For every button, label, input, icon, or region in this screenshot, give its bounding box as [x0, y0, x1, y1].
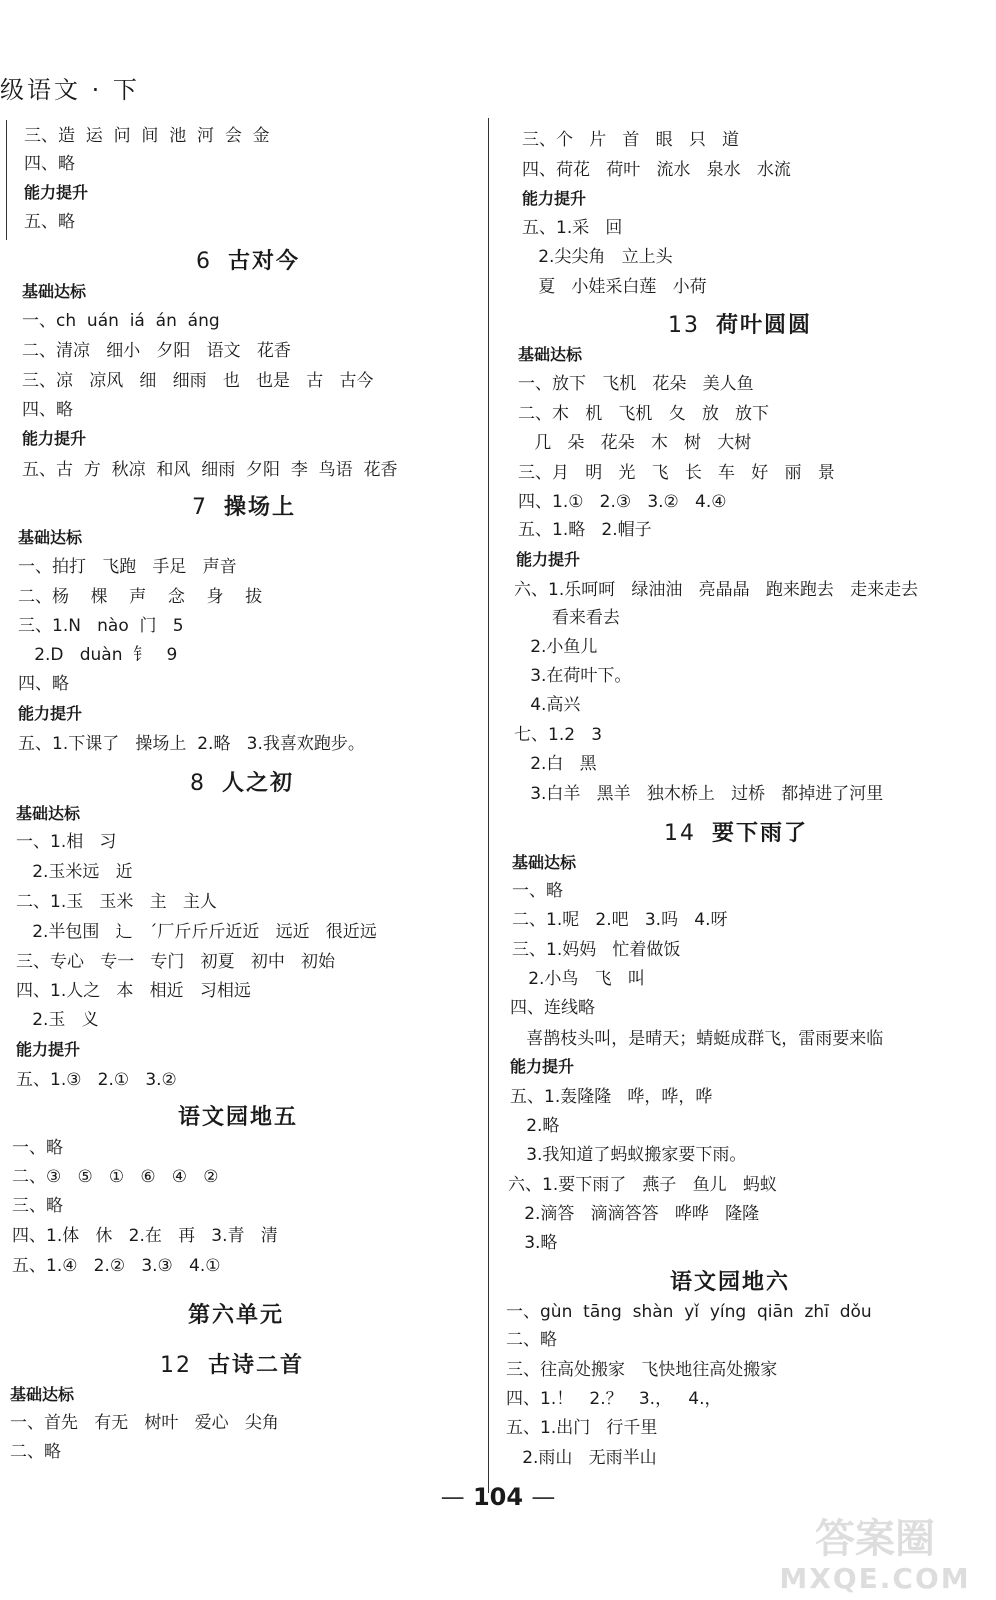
subsection-heading: 基础达标 [512, 853, 577, 872]
answer-line: 2.小鱼儿 [514, 637, 598, 657]
page-number: 104 [472, 1483, 524, 1511]
watermark-logo [770, 1508, 980, 1594]
answer-line: 五、古 方 秋凉 和风 细雨 夕阳 李 鸟语 花香 [22, 460, 398, 480]
answer-line: 一、拍打 飞跑 手足 声音 [18, 557, 237, 577]
answer-line: 看来看去 [514, 608, 620, 628]
answer-line: 五、略 [24, 212, 75, 232]
answer-line: 五、1.下课了 操场上 2.略 3.我喜欢跑步。 [18, 734, 365, 754]
answer-line: 2.玉 义 [16, 1010, 99, 1030]
answer-line: 二、略 [506, 1330, 557, 1350]
subsection-heading: 能力提升 [516, 550, 581, 569]
answer-line: 四、略 [22, 400, 73, 420]
subsection-heading: 能力提升 [510, 1057, 575, 1076]
section-title [188, 1298, 284, 1329]
section-number: 8 [190, 771, 206, 796]
answer-line: 五、1.轰隆隆 哗，哗，哗 [510, 1087, 713, 1107]
answer-line: 3.略 [508, 1233, 558, 1253]
section-title [190, 766, 294, 797]
subsection-heading: 能力提升 [24, 183, 89, 202]
section-title-text: 古诗二首 [208, 1353, 305, 1378]
section-number: 7 [192, 495, 208, 520]
answer-line: 一、ch uán iá án áng [22, 311, 220, 331]
answer-line: 二、略 [10, 1442, 61, 1462]
answer-line: 3.在荷叶下。 [514, 666, 632, 686]
subsection-heading: 能力提升 [22, 429, 87, 448]
answer-line: 五、1.出门 行千里 [506, 1418, 658, 1438]
subsection-heading: 基础达标 [16, 804, 81, 823]
answer-line: 几 朵 花朵 木 树 大树 [518, 433, 752, 453]
answer-line: 七、1.2 3 [514, 725, 603, 745]
answer-line: 三、凉 凉风 细 细雨 也 也是 古 古今 [22, 371, 374, 391]
answer-line: 六、1.乐呵呵 绿油油 亮晶晶 跑来跑去 走来走去 [514, 580, 919, 600]
section-title [192, 490, 296, 521]
answer-line: 二、杨 棵 声 念 身 拔 [18, 587, 263, 607]
answer-line: 三、造 运 问 间 池 河 会 金 [24, 126, 270, 146]
section-title [670, 1265, 790, 1296]
section-title-text: 操场上 [224, 495, 297, 520]
answer-line: 三、1.N nào 门 5 [18, 616, 184, 636]
column-divider [488, 118, 489, 1493]
answer-line: 五、1.略 2.帽子 [518, 520, 652, 540]
answer-line: 三、月 明 光 飞 长 车 好 丽 景 [518, 463, 835, 483]
answer-line: 一、放下 飞机 花朵 美人鱼 [518, 374, 754, 394]
section-title [664, 816, 808, 847]
answer-line: 2.白 黑 [514, 754, 597, 774]
section-title-text: 要下雨了 [712, 821, 809, 846]
subsection-heading: 基础达标 [18, 528, 83, 547]
answer-line: 2.玉米远 近 [16, 862, 133, 882]
answer-line: 三、略 [12, 1196, 63, 1216]
left-margin-rule [6, 120, 7, 240]
page-number-footer [0, 1483, 996, 1511]
section-title [196, 244, 300, 275]
answer-line: 五、1.④ 2.② 3.③ 4.① [12, 1256, 221, 1276]
watermark-top: 答案圈 [815, 1516, 935, 1562]
section-title [668, 308, 812, 339]
section-title-text: 语文园地五 [178, 1105, 299, 1130]
answer-line: 2.雨山 无雨半山 [506, 1448, 657, 1468]
page-number-dash-right: — [531, 1483, 556, 1511]
answer-line: 六、1.要下雨了 燕子 鱼儿 蚂蚁 [508, 1175, 777, 1195]
section-title-text: 人之初 [222, 771, 295, 796]
answer-line: 一、略 [12, 1138, 63, 1158]
answer-line: 四、1.体 休 2.在 再 3.青 清 [12, 1226, 278, 1246]
section-number: 12 [160, 1353, 192, 1378]
answer-line: 2.尖尖角 立上头 [522, 247, 673, 267]
subsection-heading: 基础达标 [10, 1385, 75, 1404]
answer-line: 一、略 [512, 881, 563, 901]
answer-line: 2.半包围 辶 ˊ厂斤斤斤近近 远近 很近远 [16, 922, 377, 942]
answer-line: 一、首先 有无 树叶 爱心 尖角 [10, 1413, 279, 1433]
answer-line: 二、1.呢 2.吧 3.吗 4.呀 [512, 910, 728, 930]
subsection-heading: 能力提升 [16, 1040, 81, 1059]
answer-line: 2.略 [510, 1116, 560, 1136]
answer-line: 四、1.① 2.③ 3.② 4.④ [518, 492, 727, 512]
answer-line: 喜鹊枝头叫，是晴天；蜻蜓成群飞，雷雨要来临 [510, 1029, 884, 1049]
answer-line: 3.白羊 黑羊 独木桥上 过桥 都掉进了河里 [514, 784, 884, 804]
answer-line: 夏 小娃采白莲 小荷 [522, 277, 707, 297]
answer-line: 二、清凉 细小 夕阳 语文 花香 [22, 341, 291, 361]
answer-line: 2.滴答 滴滴答答 哗哗 隆隆 [508, 1204, 760, 1224]
answer-line: 2.D duàn 钅 9 [18, 645, 178, 665]
section-number: 6 [196, 249, 212, 274]
section-title [160, 1348, 304, 1379]
answer-line: 4.高兴 [514, 695, 581, 715]
answer-line: 四、略 [18, 674, 69, 694]
answer-line: 四、荷花 荷叶 流水 泉水 水流 [522, 160, 791, 180]
answer-line: 二、木 机 飞机 夂 放 放下 [518, 404, 770, 424]
section-number: 13 [668, 313, 700, 338]
page-header: 级语文 · 下 [0, 76, 140, 104]
section-title [178, 1100, 298, 1131]
subsection-heading: 基础达标 [518, 345, 583, 364]
section-number: 14 [664, 821, 696, 846]
answer-line: 二、1.玉 玉米 主 主人 [16, 892, 217, 912]
answer-line: 三、1.妈妈 忙着做饭 [512, 940, 681, 960]
answer-line: 一、1.相 习 [16, 832, 117, 852]
answer-line: 四、连线略 [510, 998, 595, 1018]
answer-line: 3.我知道了蚂蚁搬家要下雨。 [510, 1145, 747, 1165]
answer-line: 三、专心 专一 专门 初夏 初中 初始 [16, 952, 336, 972]
subsection-heading: 能力提升 [522, 189, 587, 208]
answer-line: 四、1.人之 本 相近 习相远 [16, 981, 251, 1001]
subsection-heading: 基础达标 [22, 282, 87, 301]
page-number-dash-left: — [440, 1483, 465, 1511]
answer-line: 三、往高处搬家 飞快地往高处搬家 [506, 1360, 778, 1380]
answer-line: 四、略 [24, 154, 75, 174]
answer-line: 五、1.采 回 [522, 218, 623, 238]
answer-line: 五、1.③ 2.① 3.② [16, 1070, 177, 1090]
section-title-text: 语文园地六 [670, 1270, 791, 1295]
section-title-text: 荷叶圆圆 [716, 313, 813, 338]
section-title-text: 古对今 [228, 249, 301, 274]
answer-line: 二、③ ⑤ ① ⑥ ④ ② [12, 1167, 219, 1187]
section-title-text: 第六单元 [188, 1303, 285, 1328]
answer-line: 2.小鸟 飞 叫 [512, 969, 645, 989]
watermark-bottom: MXQE.COM [779, 1562, 971, 1594]
answer-line: 三、个 片 首 眼 只 道 [522, 130, 740, 150]
answer-line: 一、gùn tāng shàn yǐ yíng qiān zhī dǒu [506, 1302, 872, 1322]
answer-line: 四、1.！ 2.？ 3.， 4.， [506, 1389, 722, 1409]
subsection-heading: 能力提升 [18, 704, 83, 723]
